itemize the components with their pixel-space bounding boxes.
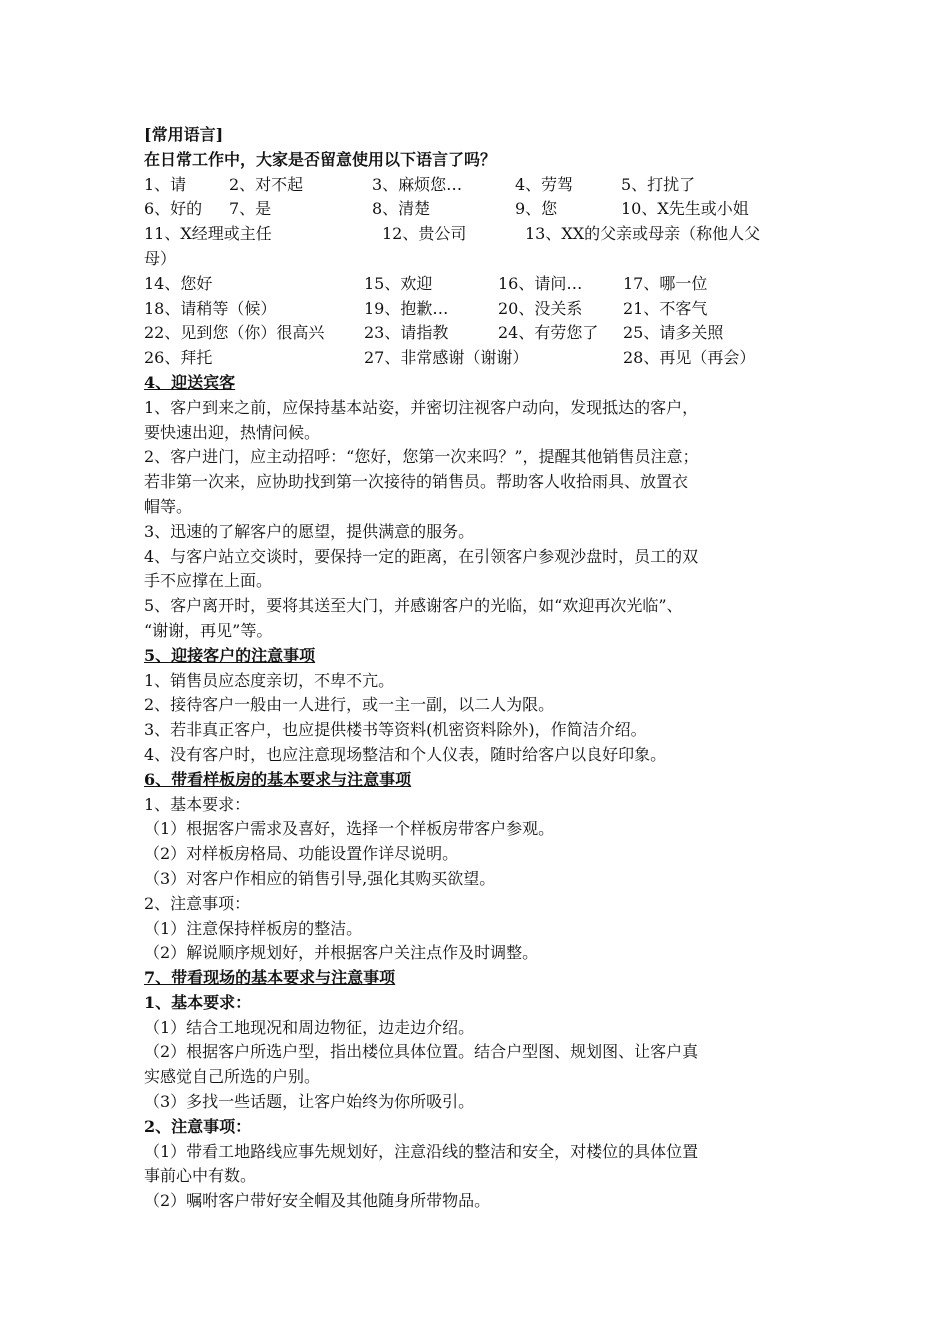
phrase-item: 6、好的 — [144, 199, 203, 219]
phrase-row — [144, 272, 824, 297]
body-line: 5、客户离开时，要将其送至大门，并感谢客户的光临，如“欢迎再次光临”、 — [144, 596, 683, 616]
phrase-item: 14、您好 — [144, 273, 213, 293]
phrase-item: 8、清楚 — [372, 199, 431, 219]
body-line: 1、销售员应态度亲切，不卑不亢。 — [144, 670, 395, 690]
body-line: 若非第一次来，应协助找到第一次接待的销售员。帮助客人收拾雨具、放置衣 — [144, 472, 689, 492]
section-title: [常用语言] — [144, 125, 224, 144]
phrase-item: 20、没关系 — [498, 298, 583, 318]
body-line: （1）结合工地现况和周边物征，边走边介绍。 — [144, 1017, 475, 1037]
body-line: 帽等。 — [144, 496, 193, 516]
body-line: （1）带看工地路线应事先规划好，注意沿线的整洁和安全，对楼位的具体位置 — [144, 1141, 699, 1161]
phrase-item: 12、贵公司 — [382, 224, 467, 244]
document-page — [144, 123, 824, 1214]
phrase-item: 13、XX的父亲或母亲（称他人父 — [525, 224, 761, 244]
phrase-item: 17、哪一位 — [623, 273, 708, 293]
section-heading-7: 7、带看现场的基本要求与注意事项 — [144, 968, 396, 988]
phrase-item: 15、欢迎 — [364, 273, 433, 293]
phrase-row — [144, 346, 824, 371]
subheading: 2、注意事项： — [144, 1116, 252, 1136]
body-line: （2）对样板房格局、功能设置作详尽说明。 — [144, 844, 459, 864]
body-line: “谢谢，再见”等。 — [144, 620, 273, 640]
phrase-row — [144, 197, 824, 222]
phrase-item: 9、您 — [515, 199, 558, 219]
phrase-item: 3、麻烦您… — [372, 174, 463, 194]
phrase-item: 19、抱歉… — [364, 298, 449, 318]
phrase-item: 11、X经理或主任 — [144, 224, 272, 244]
phrase-item: 16、请问… — [498, 273, 583, 293]
phrase-row — [144, 321, 824, 346]
body-line: 1、基本要求： — [144, 794, 251, 814]
phrase-item: 26、拜托 — [144, 348, 213, 368]
phrase-item: 23、请指教 — [364, 323, 449, 343]
phrase-row — [144, 222, 824, 247]
body-line: （2）解说顺序规划好，并根据客户关注点作及时调整。 — [144, 943, 539, 963]
phrase-item: 4、劳驾 — [515, 174, 574, 194]
phrase-item: 24、有劳您了 — [498, 323, 599, 343]
body-line: 事前心中有数。 — [144, 1166, 257, 1186]
phrase-row — [144, 297, 824, 322]
body-line: 实感觉自己所选的户别。 — [144, 1067, 321, 1087]
phrase-item: 10、X先生或小姐 — [621, 199, 749, 219]
body-line: （1）根据客户需求及喜好，选择一个样板房带客户参观。 — [144, 819, 555, 839]
body-line: 2、接待客户一般由一人进行，或一主一副，以二人为限。 — [144, 695, 555, 715]
body-line: （2）根据客户所选户型，指出楼位具体位置。结合户型图、规划图、让客户真 — [144, 1042, 699, 1062]
body-line: 手不应撑在上面。 — [144, 571, 273, 591]
subheading: 1、基本要求： — [144, 992, 252, 1012]
phrase-item: 18、请稍等（候） — [144, 298, 277, 318]
body-line: 1、客户到来之前，应保持基本站姿，并密切注视客户动向，发现抵达的客户， — [144, 397, 699, 417]
phrase-item: 5、打扰了 — [621, 174, 696, 194]
phrase-item: 22、见到您（你）很高兴 — [144, 323, 325, 343]
body-line: 3、迅速的了解客户的愿望，提供满意的服务。 — [144, 521, 475, 541]
body-line: 4、与客户站立交谈时，要保持一定的距离，在引领客户参观沙盘时，员工的双 — [144, 546, 699, 566]
phrase-row — [144, 173, 824, 198]
phrase-item: 1、请 — [144, 174, 187, 194]
phrase-continuation: 母） — [144, 248, 177, 268]
phrase-item: 21、不客气 — [623, 298, 708, 318]
body-line: 2、客户进门，应主动招呼：“您好，您第一次来吗？”，提醒其他销售员注意； — [144, 447, 699, 467]
phrase-item: 28、再见（再会） — [623, 348, 756, 368]
phrase-item: 25、请多关照 — [623, 323, 724, 343]
body-line: （2）嘱咐客户带好安全帽及其他随身所带物品。 — [144, 1191, 491, 1211]
phrase-item: 2、对不起 — [229, 174, 304, 194]
body-line: （3）对客户作相应的销售引导,强化其购买欲望。 — [144, 868, 496, 888]
phrase-item: 27、非常感谢（谢谢） — [364, 348, 529, 368]
section-heading-5: 5、迎接客户的注意事项 — [144, 645, 316, 665]
body-line: 2、注意事项： — [144, 893, 251, 913]
intro-question: 在日常工作中，大家是否留意使用以下语言了吗？ — [144, 149, 497, 169]
body-line: 4、没有客户时，也应注意现场整洁和个人仪表，随时给客户以良好印象。 — [144, 744, 667, 764]
body-line: 要快速出迎，热情问候。 — [144, 422, 321, 442]
body-line: （1）注意保持样板房的整洁。 — [144, 918, 363, 938]
section-heading-4: 4、迎送宾客 — [144, 372, 236, 392]
body-line: 3、若非真正客户，也应提供楼书等资料(机密资料除外)，作简洁介绍。 — [144, 720, 647, 740]
phrase-item: 7、是 — [229, 199, 272, 219]
body-line: （3）多找一些话题，让客户始终为你所吸引。 — [144, 1092, 475, 1112]
section-heading-6: 6、带看样板房的基本要求与注意事项 — [144, 769, 412, 789]
